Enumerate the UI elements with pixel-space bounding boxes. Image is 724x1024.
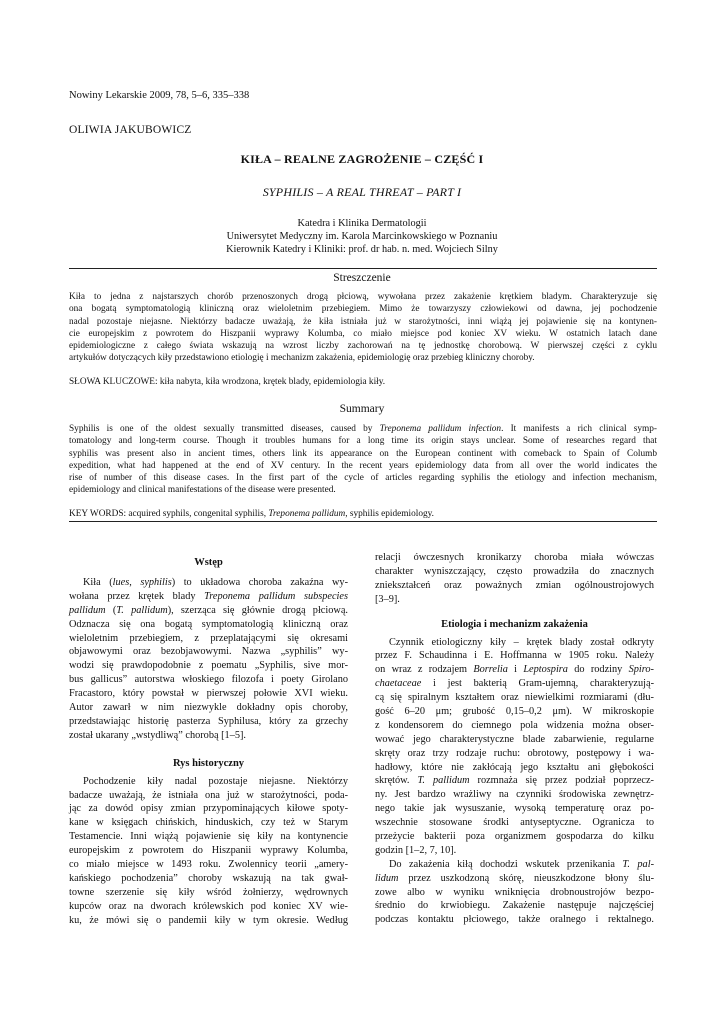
affiliation bbox=[0, 217, 724, 256]
body-line: badacze uważają, że istniała ona już w starożytności, poda- bbox=[69, 789, 348, 801]
body-line: skręty oraz trzy rodzaje ruchu: obrotowy, postępowy i wa- bbox=[375, 747, 654, 759]
body-line: gość 6–20 μm; grubość 0,15–0,2 μm). W mikroskopie bbox=[375, 706, 654, 718]
body-line: europejskim z powrotem do Hiszpanii wyprawy Kolumba, bbox=[69, 845, 348, 857]
body-text: ) to układowa choroba zakaźna wy- bbox=[171, 577, 349, 588]
italic-term: lues bbox=[112, 577, 130, 588]
etiology-heading: Etiologia i mechanizm zakażenia bbox=[441, 618, 588, 630]
italic-term: pallidum bbox=[69, 604, 106, 616]
abstract-top-rule bbox=[69, 268, 657, 269]
body-line: przez F. Schaudinna i E. Hoffmanna w 1905 roku. Należy bbox=[375, 650, 654, 662]
keywords-text: , syphilis epidemiology. bbox=[345, 509, 434, 519]
affiliation-line: Kierownik Katedry i Kliniki: prof. dr hab. n. med. Wojciech Silny bbox=[226, 244, 498, 255]
summary-text: . It manifests a rich clinical symp- bbox=[501, 424, 657, 434]
body-line: [3–9]. bbox=[375, 593, 400, 605]
abstract-line: ona bogatą symptomatologią kliniczną oraz wieloletnim przebiegiem. Mimo że towarzyszy człowiekowi od dawna, jej pochodzenie bbox=[69, 304, 657, 315]
italic-term: chaetaceae bbox=[375, 678, 422, 690]
body-text: i jest bakterią Gram-ujemną, charakteryzują- bbox=[421, 678, 654, 690]
body-text: on wraz z rodzajem bbox=[375, 664, 474, 676]
body-line: relacji ówczesnych kronikarzy choroba miała wówczas bbox=[375, 552, 654, 563]
body-line: cą się spiralnym kształtem oraz niewielkimi rozmiarami (dłu- bbox=[375, 692, 654, 704]
body-line: ku, że mówi się o pandemii kiły w tym okresie. Według bbox=[69, 914, 348, 926]
summary-body bbox=[69, 423, 657, 497]
body-text: rozmnaża się przez podział poprzecz- bbox=[469, 775, 654, 787]
body-text: , bbox=[129, 577, 141, 588]
body-line bbox=[375, 663, 654, 677]
body-line: kane w księgach chińskich, hinduskich, czy też w Starym bbox=[69, 817, 348, 829]
body-line bbox=[375, 858, 654, 872]
body-text: Kiła ( bbox=[83, 577, 113, 588]
italic-term: syphilis bbox=[140, 577, 172, 588]
history-heading: Rys historyczny bbox=[172, 757, 245, 769]
affiliation-line: Katedra i Klinika Dermatologii bbox=[297, 218, 427, 229]
body-line: wować jego charakterystyczne blade zabarwienie, regularne bbox=[375, 733, 654, 745]
body-line: zniekształceń oraz poważnych zmian ogólnoustrojowych bbox=[375, 579, 654, 591]
body-line bbox=[69, 604, 348, 618]
abstract-line: artykułów dotyczących kiły przedstawiono etiologię i mechanizm zakażenia, epidemiologię oraz przebieg kliniczny choroby. bbox=[69, 353, 535, 364]
body-line: wodzi się prawdopodobnie z poematu „Syphilis, sive mor- bbox=[69, 660, 348, 672]
body-line: Testamencie. Inni wiążą pojawienie się kiły na kontynencie bbox=[69, 831, 348, 843]
body-line bbox=[69, 576, 348, 590]
abstract-line: cie europejskim z powrotem do Hiszpanii wyprawy Kolumba, co miało miejsce pod koniec XV wieku. W ostatnich latach dane bbox=[69, 328, 657, 339]
author-name: OLIWIA JAKUBOWICZ bbox=[69, 124, 192, 136]
body-line: kupców oraz na dworach królewskich pod koniec XV wie- bbox=[69, 900, 348, 912]
abstract-line: epidemiologiczne z całego świata wskazują na wzrost liczby zachorowań na tę jednostkę chorobową. W pierwszej części z cyklu bbox=[69, 341, 657, 352]
body-line: przedstawiając historię pasterza Syphilusa, który za grzechy bbox=[69, 715, 348, 727]
body-text: i bbox=[507, 664, 524, 676]
left-column bbox=[69, 556, 348, 927]
body-line: Fracastoro, który powstał w pierwszej połowie XVI wieku. bbox=[69, 688, 348, 700]
italic-term: lidum bbox=[375, 872, 399, 884]
intro-heading: Wstęp bbox=[194, 557, 223, 568]
italic-term: Leptospira bbox=[523, 664, 568, 676]
italic-term: T. pallidum bbox=[417, 775, 470, 787]
body-line: jąc za dowód opisy zmian przypominających kiłowe spoty- bbox=[69, 803, 348, 815]
body-line: wieloletnim przebiegiem, z przeplatającymi się okresami bbox=[69, 632, 348, 644]
body-text: przez uszkodzoną skórę, nieuszkodzone błony ślu- bbox=[398, 872, 654, 884]
body-text: do rodziny bbox=[567, 664, 629, 676]
summary-line: expedition, what had happened at the end of XV century. In the recent years epidemiology data from all over the world indicates the bbox=[69, 460, 657, 471]
summary-line bbox=[69, 423, 657, 435]
summary-heading: Summary bbox=[339, 403, 385, 415]
body-text: ( bbox=[105, 604, 117, 616]
body-line: Autor zawarł w nim niezwykle dokładny opis choroby, bbox=[69, 702, 348, 714]
keywords-text: KEY WORDS: acquired syphils, congenital syphilis, bbox=[69, 509, 269, 519]
body-line: Pochodzenie kiły nadal pozostaje niejasne. Niektórzy bbox=[83, 775, 348, 787]
body-line bbox=[69, 590, 348, 604]
body-line bbox=[375, 872, 654, 886]
body-line bbox=[375, 774, 654, 788]
article-subtitle: SYPHILIS – A REAL THREAT – PART I bbox=[262, 185, 462, 199]
body-line: ny. Jest bardzo wrażliwy na czynniki środowiska zewnętrz- bbox=[375, 789, 654, 801]
body-text: skrętów. bbox=[375, 775, 418, 787]
italic-term: Borrelia bbox=[473, 664, 508, 676]
summary-line: rise of number of this disease cases. In the first part of the cycle of articles regarding syphilis the etiology and infection mechanism, bbox=[69, 473, 657, 484]
body-line: co miało miejsce w 1493 roku. Zwolennicy teorii „amery- bbox=[69, 859, 348, 871]
polish-keywords: SŁOWA KLUCZOWE: kiła nabyta, kiła wrodzona, krętek blady, epidemiologia kiły. bbox=[69, 377, 386, 387]
body-line: bus gallicus” autorstwa włoskiego filozofa i poety Girolano bbox=[69, 674, 348, 686]
body-line: średnio do krwiobiegu. Zakażenie następuje najczęściej bbox=[375, 900, 654, 912]
summary-line: epidemiology and clinical manifestations of the disease were presented. bbox=[69, 485, 336, 496]
italic-term: T. pal- bbox=[622, 858, 654, 870]
keywords-italic: Treponema pallidum bbox=[268, 509, 346, 519]
affiliation-line: Uniwersytet Medyczny im. Karola Marcinkowskiego w Poznaniu bbox=[226, 231, 498, 242]
body-line: kańskiego pochodzenia” choroby wskazują na tak gwał- bbox=[69, 872, 348, 884]
body-line: hadłowy, które nie zakłócają jego kształtu ani głębokości bbox=[375, 761, 654, 773]
body-line: został ukarany „wstydliwą” chorobą [1–5]. bbox=[69, 729, 246, 741]
streszczenie-body bbox=[69, 291, 657, 365]
body-text: Do zakażenia kiłą dochodzi wskutek przenikania bbox=[389, 858, 623, 870]
english-keywords bbox=[69, 508, 657, 520]
body-text: ), szerząca się głównie drogą płciową. bbox=[167, 604, 348, 616]
body-line: godzin [1–2, 7, 10]. bbox=[375, 844, 457, 856]
body-line: towne szerzenie się kiły wśród żołnierzy, wędrownych bbox=[69, 886, 348, 898]
italic-term: Spiro- bbox=[628, 664, 654, 676]
body-text: wołana przez krętek blady bbox=[69, 590, 205, 602]
body-line: nego takie jak wysuszanie, wysoką temperaturę oraz po- bbox=[375, 803, 654, 815]
abstract-line: nadal pozostaje niejasne. Niektórzy badacze uważają, że kiła istniała już w starożytności, inni wiążą jej pojawienie się na kontynen- bbox=[69, 316, 657, 327]
body-line: Czynnik etiologiczny kiły – krętek blady został odkryty bbox=[389, 636, 654, 648]
body-line: charakter wyniszczający, często prowadziła do znacznych bbox=[375, 565, 654, 577]
body-line: objawowymi oraz bezobjawowymi. Nazwa „syphilis” wy- bbox=[69, 646, 348, 658]
streszczenie-heading: Streszczenie bbox=[333, 272, 391, 284]
abstract-bottom-rule bbox=[69, 521, 657, 522]
summary-line: tomatology and long-term course. Though it troubles humans for a long time its origin stays unclear. Some of researches regard that bbox=[69, 436, 657, 447]
summary-line: syphilis was present also in ancient times, others link its appearance on the European continent with comeback to Spain of Columb bbox=[69, 448, 657, 459]
body-line: podczas kontaktu płciowego, także oralnego i rektalnego. bbox=[375, 914, 654, 926]
journal-reference: Nowiny Lekarskie 2009, 78, 5–6, 335–338 bbox=[69, 90, 250, 101]
body-line: z kondensorem do ciemnego pola widzenia można obser- bbox=[375, 719, 654, 731]
abstract-line: Kiła to jedna z najstarszych chorób przenoszonych drogą płciową, wywołana przez zakażenie krętkiem bladym. Charakteryzuje się bbox=[69, 292, 657, 302]
body-line: wszechnie stosowane środki antyseptyczne. Ogranicza to bbox=[375, 817, 654, 829]
body-line: Odznacza się ona bogatą symptomatologią kliniczną oraz bbox=[69, 618, 348, 630]
body-line bbox=[375, 677, 654, 691]
summary-text: Syphilis is one of the oldest sexually transmitted diseases, caused by bbox=[69, 424, 380, 434]
summary-italic: Treponema pallidum infection bbox=[379, 424, 502, 434]
italic-term: T. pallidum bbox=[116, 604, 168, 616]
article-title: KIŁA – REALNE ZAGROŻENIE – CZĘŚĆ I bbox=[240, 152, 484, 166]
right-column bbox=[375, 551, 654, 927]
italic-term: Treponema pallidum subspecies bbox=[204, 590, 348, 602]
body-line: przeżycie bakterii poza organizmem gospodarza do kilku bbox=[375, 831, 654, 843]
body-line: zowe albo w wyniku wniknięcia drobnoustrojów bezpo- bbox=[375, 886, 654, 898]
